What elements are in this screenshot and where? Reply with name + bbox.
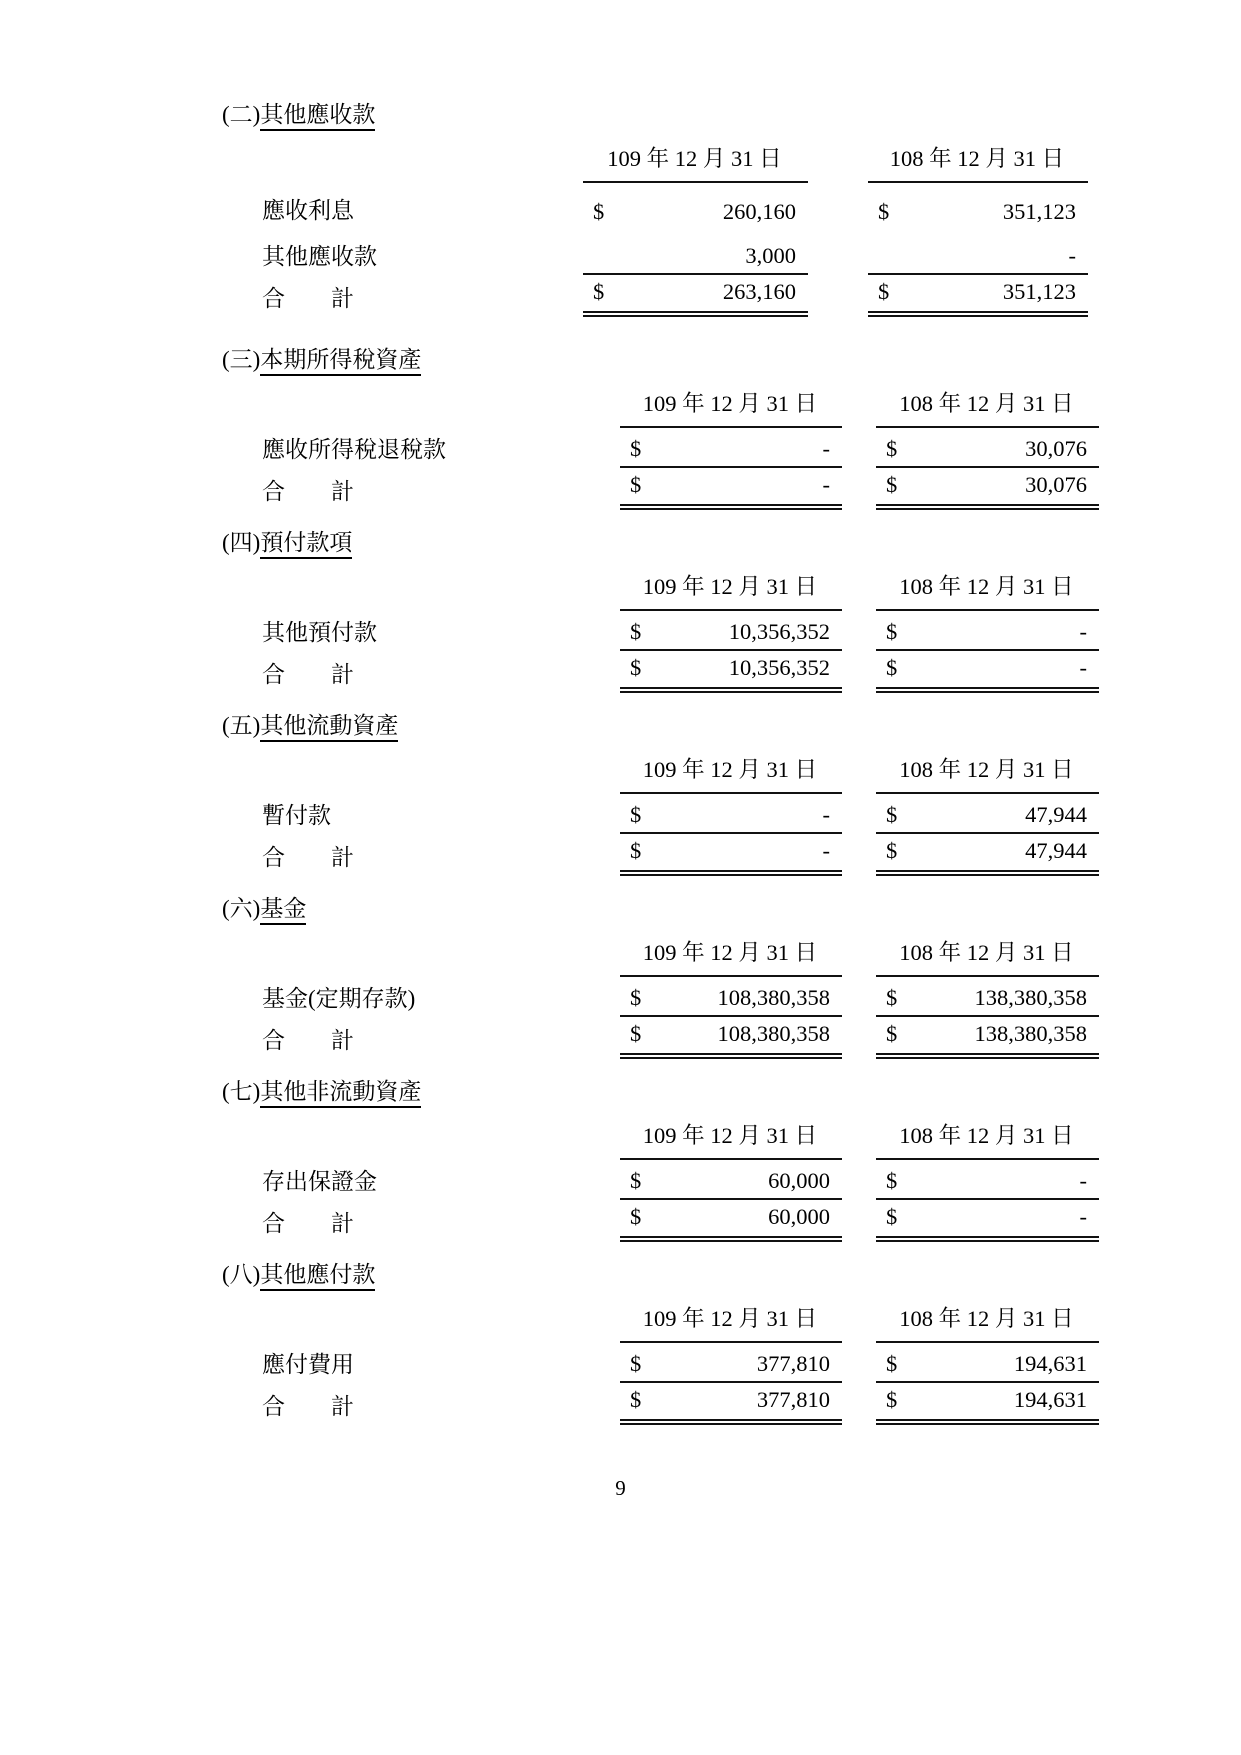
dollar-sign: $ bbox=[593, 199, 605, 224]
column-header-prior-year: 108 年 12 月 31 日 bbox=[876, 935, 1099, 977]
dollar-sign: $ bbox=[886, 802, 898, 827]
amount-current-year: - bbox=[822, 802, 830, 827]
dollar-sign: $ bbox=[630, 1168, 642, 1193]
row-label: 合 計 bbox=[262, 845, 354, 870]
prior-year-cell bbox=[868, 243, 1088, 275]
section-name: 預付款項 bbox=[260, 530, 352, 559]
current-year-cell bbox=[620, 838, 842, 876]
dollar-sign: $ bbox=[630, 802, 642, 827]
financial-table bbox=[262, 383, 1241, 510]
amount-prior-year: 30,076 bbox=[1025, 472, 1087, 497]
prior-year-cell bbox=[876, 1168, 1099, 1200]
column-header-prior-year: 108 年 12 月 31 日 bbox=[876, 1301, 1099, 1343]
current-year-cell bbox=[620, 985, 842, 1017]
amount-current-year: 108,380,358 bbox=[717, 985, 830, 1010]
header-spacer bbox=[262, 1156, 620, 1160]
amount-current-year: - bbox=[822, 472, 830, 497]
row-label: 其他應收款 bbox=[262, 244, 377, 269]
row-label: 其他預付款 bbox=[262, 620, 377, 645]
amount-prior-year: 194,631 bbox=[1013, 1387, 1087, 1412]
current-year-cell bbox=[583, 243, 808, 275]
amount-prior-year: 351,123 bbox=[1002, 199, 1076, 224]
section-name: 其他非流動資產 bbox=[260, 1079, 421, 1108]
financial-section bbox=[0, 345, 1241, 510]
current-year-cell bbox=[583, 199, 808, 229]
financial-section bbox=[0, 1077, 1241, 1242]
table-row bbox=[262, 651, 1241, 693]
dollar-sign: $ bbox=[886, 1168, 898, 1193]
amount-prior-year: - bbox=[1068, 243, 1076, 268]
row-label: 合 計 bbox=[262, 662, 354, 687]
header-spacer bbox=[262, 179, 583, 183]
current-year-cell bbox=[583, 279, 808, 317]
table-row bbox=[262, 275, 1241, 317]
table-row bbox=[262, 183, 1241, 229]
table-body bbox=[262, 1343, 1241, 1425]
dollar-sign: $ bbox=[630, 1387, 642, 1412]
amount-prior-year: 351,123 bbox=[1002, 279, 1076, 304]
section-number-prefix: (七) bbox=[222, 1079, 261, 1104]
prior-year-cell bbox=[868, 199, 1088, 229]
row-label: 合 計 bbox=[262, 286, 354, 311]
section-title bbox=[222, 528, 1241, 558]
page-number: 9 bbox=[615, 1476, 626, 1500]
amount-current-year: 60,000 bbox=[768, 1168, 830, 1193]
amount-prior-year: 47,944 bbox=[1025, 838, 1087, 863]
section-name: 其他應收款 bbox=[260, 102, 375, 131]
column-header-current-year: 109 年 12 月 31 日 bbox=[620, 752, 842, 794]
dollar-sign: $ bbox=[630, 619, 642, 644]
row-label: 合 計 bbox=[262, 479, 354, 504]
prior-year-cell bbox=[876, 802, 1099, 834]
prior-year-cell bbox=[876, 1204, 1099, 1242]
row-label: 應收所得稅退稅款 bbox=[262, 437, 446, 462]
current-year-cell bbox=[620, 619, 842, 651]
amount-current-year: 60,000 bbox=[768, 1204, 830, 1229]
section-name: 其他應付款 bbox=[260, 1262, 375, 1291]
dollar-sign: $ bbox=[886, 655, 898, 680]
row-label: 應付費用 bbox=[262, 1352, 354, 1377]
column-header-current-year: 109 年 12 月 31 日 bbox=[620, 1118, 842, 1160]
section-number-prefix: (三) bbox=[222, 347, 261, 372]
prior-year-cell bbox=[876, 985, 1099, 1017]
amount-current-year: 377,810 bbox=[756, 1351, 830, 1376]
column-header-current-year: 109 年 12 月 31 日 bbox=[620, 386, 842, 428]
table-row bbox=[262, 1343, 1241, 1383]
header-spacer bbox=[262, 790, 620, 794]
dollar-sign: $ bbox=[886, 472, 898, 497]
dollar-sign: $ bbox=[630, 472, 642, 497]
current-year-cell bbox=[620, 1021, 842, 1059]
amount-current-year: 260,160 bbox=[722, 199, 796, 224]
dollar-sign: $ bbox=[886, 1021, 898, 1046]
dollar-sign: $ bbox=[886, 619, 898, 644]
prior-year-cell bbox=[876, 1387, 1099, 1425]
table-body bbox=[262, 977, 1241, 1059]
column-header-current-year: 109 年 12 月 31 日 bbox=[583, 141, 808, 183]
header-spacer bbox=[262, 424, 620, 428]
prior-year-cell bbox=[876, 838, 1099, 876]
dollar-sign: $ bbox=[878, 199, 890, 224]
section-name: 本期所得稅資產 bbox=[260, 347, 421, 376]
dollar-sign: $ bbox=[630, 655, 642, 680]
amount-prior-year: 138,380,358 bbox=[974, 1021, 1087, 1046]
table-header-row bbox=[262, 566, 1241, 611]
column-header-prior-year: 108 年 12 月 31 日 bbox=[876, 569, 1099, 611]
row-label: 應收利息 bbox=[262, 198, 354, 223]
table-body bbox=[262, 183, 1241, 317]
current-year-cell bbox=[620, 1168, 842, 1200]
header-spacer bbox=[262, 1339, 620, 1343]
financial-table bbox=[262, 1115, 1241, 1242]
table-row bbox=[262, 229, 1241, 275]
current-year-cell bbox=[620, 1204, 842, 1242]
table-header-row bbox=[262, 138, 1241, 183]
current-year-cell bbox=[620, 1387, 842, 1425]
row-label: 合 計 bbox=[262, 1394, 354, 1419]
amount-current-year: 377,810 bbox=[756, 1387, 830, 1412]
table-row bbox=[262, 834, 1241, 876]
column-header-current-year: 109 年 12 月 31 日 bbox=[620, 569, 842, 611]
section-title bbox=[222, 711, 1241, 741]
dollar-sign: $ bbox=[886, 838, 898, 863]
table-row bbox=[262, 1200, 1241, 1242]
amount-current-year: - bbox=[822, 838, 830, 863]
prior-year-cell bbox=[876, 472, 1099, 510]
dollar-sign: $ bbox=[886, 1351, 898, 1376]
table-row bbox=[262, 611, 1241, 651]
amount-prior-year: - bbox=[1079, 1168, 1087, 1193]
row-label: 合 計 bbox=[262, 1028, 354, 1053]
prior-year-cell bbox=[876, 1021, 1099, 1059]
dollar-sign: $ bbox=[878, 279, 890, 304]
header-spacer bbox=[262, 973, 620, 977]
financial-table bbox=[262, 1298, 1241, 1425]
table-row bbox=[262, 794, 1241, 834]
current-year-cell bbox=[620, 1351, 842, 1383]
section-number-prefix: (二) bbox=[222, 102, 261, 127]
row-label: 暫付款 bbox=[262, 803, 331, 828]
column-header-current-year: 109 年 12 月 31 日 bbox=[620, 935, 842, 977]
amount-prior-year: 30,076 bbox=[1025, 436, 1087, 461]
financial-section bbox=[0, 100, 1241, 317]
dollar-sign: $ bbox=[630, 436, 642, 461]
financial-table bbox=[262, 932, 1241, 1059]
section-number-prefix: (六) bbox=[222, 896, 261, 921]
table-body bbox=[262, 611, 1241, 693]
dollar-sign: $ bbox=[630, 838, 642, 863]
prior-year-cell bbox=[876, 1351, 1099, 1383]
header-spacer bbox=[262, 607, 620, 611]
table-header-row bbox=[262, 383, 1241, 428]
dollar-sign: $ bbox=[886, 436, 898, 461]
prior-year-cell bbox=[876, 619, 1099, 651]
column-header-prior-year: 108 年 12 月 31 日 bbox=[876, 386, 1099, 428]
financial-section bbox=[0, 894, 1241, 1059]
row-label: 基金(定期存款) bbox=[262, 986, 416, 1011]
table-row bbox=[262, 1383, 1241, 1425]
row-label: 存出保證金 bbox=[262, 1169, 377, 1194]
amount-prior-year: 194,631 bbox=[1013, 1351, 1087, 1376]
section-title bbox=[222, 345, 1241, 375]
financial-table bbox=[262, 138, 1241, 317]
column-header-current-year: 109 年 12 月 31 日 bbox=[620, 1301, 842, 1343]
section-title bbox=[222, 100, 1241, 130]
table-row bbox=[262, 977, 1241, 1017]
amount-current-year: 10,356,352 bbox=[728, 655, 830, 680]
table-body bbox=[262, 794, 1241, 876]
table-header-row bbox=[262, 1298, 1241, 1343]
prior-year-cell bbox=[876, 436, 1099, 468]
section-title bbox=[222, 894, 1241, 924]
column-header-prior-year: 108 年 12 月 31 日 bbox=[876, 1118, 1099, 1160]
section-name: 基金 bbox=[260, 896, 306, 925]
amount-prior-year: - bbox=[1079, 655, 1087, 680]
prior-year-cell bbox=[868, 279, 1088, 317]
amount-current-year: - bbox=[822, 436, 830, 461]
amount-prior-year: - bbox=[1079, 1204, 1087, 1229]
table-header-row bbox=[262, 1115, 1241, 1160]
column-header-prior-year: 108 年 12 月 31 日 bbox=[876, 752, 1099, 794]
current-year-cell bbox=[620, 436, 842, 468]
dollar-sign: $ bbox=[886, 985, 898, 1010]
table-header-row bbox=[262, 932, 1241, 977]
section-title bbox=[222, 1077, 1241, 1107]
dollar-sign: $ bbox=[886, 1204, 898, 1229]
section-name: 其他流動資產 bbox=[260, 713, 398, 742]
financial-section bbox=[0, 528, 1241, 693]
financial-section bbox=[0, 1260, 1241, 1425]
current-year-cell bbox=[620, 655, 842, 693]
financial-table bbox=[262, 566, 1241, 693]
table-row bbox=[262, 1160, 1241, 1200]
column-header-prior-year: 108 年 12 月 31 日 bbox=[868, 141, 1088, 183]
dollar-sign: $ bbox=[630, 1021, 642, 1046]
section-number-prefix: (四) bbox=[222, 530, 261, 555]
amount-prior-year: - bbox=[1079, 619, 1087, 644]
table-row bbox=[262, 468, 1241, 510]
table-body bbox=[262, 428, 1241, 510]
row-label: 合 計 bbox=[262, 1211, 354, 1236]
table-header-row bbox=[262, 749, 1241, 794]
section-number-prefix: (五) bbox=[222, 713, 261, 738]
amount-current-year: 108,380,358 bbox=[717, 1021, 830, 1046]
dollar-sign: $ bbox=[593, 279, 605, 304]
table-row bbox=[262, 428, 1241, 468]
table-row bbox=[262, 1017, 1241, 1059]
section-number-prefix: (八) bbox=[222, 1262, 261, 1287]
dollar-sign: $ bbox=[630, 1204, 642, 1229]
dollar-sign: $ bbox=[630, 985, 642, 1010]
dollar-sign: $ bbox=[886, 1387, 898, 1412]
dollar-sign: $ bbox=[630, 1351, 642, 1376]
section-title bbox=[222, 1260, 1241, 1290]
current-year-cell bbox=[620, 472, 842, 510]
amount-current-year: 3,000 bbox=[745, 243, 796, 268]
financial-section bbox=[0, 711, 1241, 876]
prior-year-cell bbox=[876, 655, 1099, 693]
financial-table bbox=[262, 749, 1241, 876]
amount-current-year: 263,160 bbox=[722, 279, 796, 304]
amount-prior-year: 138,380,358 bbox=[974, 985, 1087, 1010]
current-year-cell bbox=[620, 802, 842, 834]
table-body bbox=[262, 1160, 1241, 1242]
amount-prior-year: 47,944 bbox=[1025, 802, 1087, 827]
amount-current-year: 10,356,352 bbox=[728, 619, 830, 644]
